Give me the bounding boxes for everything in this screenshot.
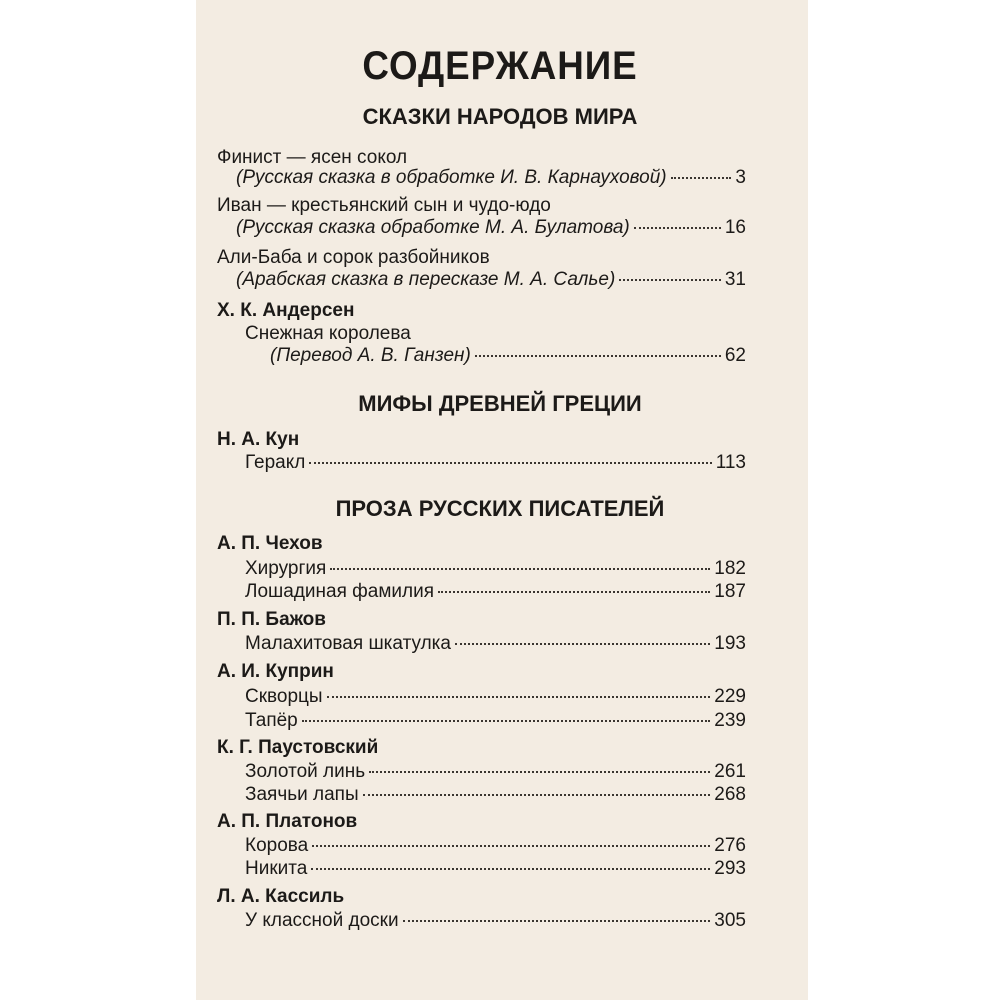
page-number: 276 (714, 835, 746, 856)
toc-entry (245, 451, 746, 475)
story-title: Али-Баба и сорок разбойников (217, 247, 490, 268)
page-number: 113 (715, 452, 746, 473)
page-number: 182 (714, 558, 746, 579)
story-title: Никита (245, 858, 308, 879)
dot-leader (302, 720, 711, 722)
story-title: Геракл (245, 452, 306, 473)
dot-leader (634, 227, 721, 229)
page-number: 229 (714, 686, 746, 707)
story-title: Финист — ясен сокол (217, 147, 408, 168)
toc-entry (236, 268, 746, 292)
story-title: Корова (245, 835, 309, 856)
story-note: (Русская сказка обработке М. А. Булатова) (236, 217, 630, 238)
toc-entry (270, 344, 746, 368)
dot-leader (619, 279, 721, 281)
page-number: 187 (714, 581, 746, 602)
author-name: К. Г. Паустовский (217, 737, 379, 758)
section-heading: МИФЫ ДРЕВНЕЙ ГРЕЦИИ (358, 391, 642, 416)
story-title: Малахитовая шкатулка (245, 633, 451, 654)
dot-leader (327, 696, 711, 698)
story-title: Золотой линь (245, 761, 366, 782)
story-title: Лошадиная фамилия (245, 581, 435, 602)
section-heading: СКАЗКИ НАРОДОВ МИРА (362, 104, 638, 129)
dot-leader (403, 920, 711, 922)
dot-leader (438, 591, 710, 593)
toc-entry (245, 857, 746, 881)
author-name: Л. А. Кассиль (217, 886, 345, 907)
page-number: 193 (714, 633, 746, 654)
toc-entry (245, 783, 746, 807)
page-number: 305 (714, 910, 746, 931)
story-title: Хирургия (245, 558, 327, 579)
page-number: 268 (714, 784, 746, 805)
toc-entry (245, 632, 746, 656)
dot-leader (311, 868, 710, 870)
dot-leader (671, 177, 732, 179)
toc-entry (245, 834, 746, 858)
page-number: 261 (714, 761, 746, 782)
dot-leader (312, 845, 710, 847)
story-title: У классной доски (245, 910, 399, 931)
toc-entry (245, 909, 746, 933)
story-title: Скворцы (245, 686, 323, 707)
dot-leader (475, 355, 721, 357)
toc-entry (245, 685, 746, 709)
page-title: СОДЕРЖАНИЕ (362, 44, 638, 88)
page-number: 16 (724, 217, 746, 238)
author-name: Х. К. Андерсен (217, 300, 355, 321)
page-number: 62 (724, 345, 746, 366)
author-name: А. И. Куприн (217, 661, 334, 682)
story-title: Снежная королева (245, 323, 411, 344)
page-number: 31 (724, 269, 746, 290)
page-number: 3 (735, 167, 746, 188)
toc-entry (236, 216, 746, 240)
story-title: Иван — крестьянский сын и чудо-юдо (217, 195, 551, 216)
story-title: Тапёр (245, 710, 298, 731)
page-number: 239 (714, 710, 746, 731)
toc-entry (236, 166, 746, 190)
toc-entry (245, 557, 746, 581)
dot-leader (309, 462, 711, 464)
author-name: П. П. Бажов (217, 609, 326, 630)
story-note: (Русская сказка в обработке И. В. Карнауховой) (236, 167, 667, 188)
toc-entry (245, 580, 746, 604)
story-title: Заячьи лапы (245, 784, 359, 805)
dot-leader (369, 771, 710, 773)
section-heading: ПРОЗА РУССКИХ ПИСАТЕЛЕЙ (335, 496, 665, 521)
page-number: 293 (714, 858, 746, 879)
author-name: Н. А. Кун (217, 429, 300, 450)
toc-entry (245, 760, 746, 784)
story-note: (Арабская сказка в пересказе М. А. Салье) (236, 269, 616, 290)
dot-leader (330, 568, 710, 570)
author-name: А. П. Чехов (217, 533, 323, 554)
story-note: (Перевод А. В. Ганзен) (270, 345, 471, 366)
dot-leader (455, 643, 710, 645)
dot-leader (363, 794, 711, 796)
toc-entry (245, 709, 746, 733)
author-name: А. П. Платонов (217, 811, 358, 832)
